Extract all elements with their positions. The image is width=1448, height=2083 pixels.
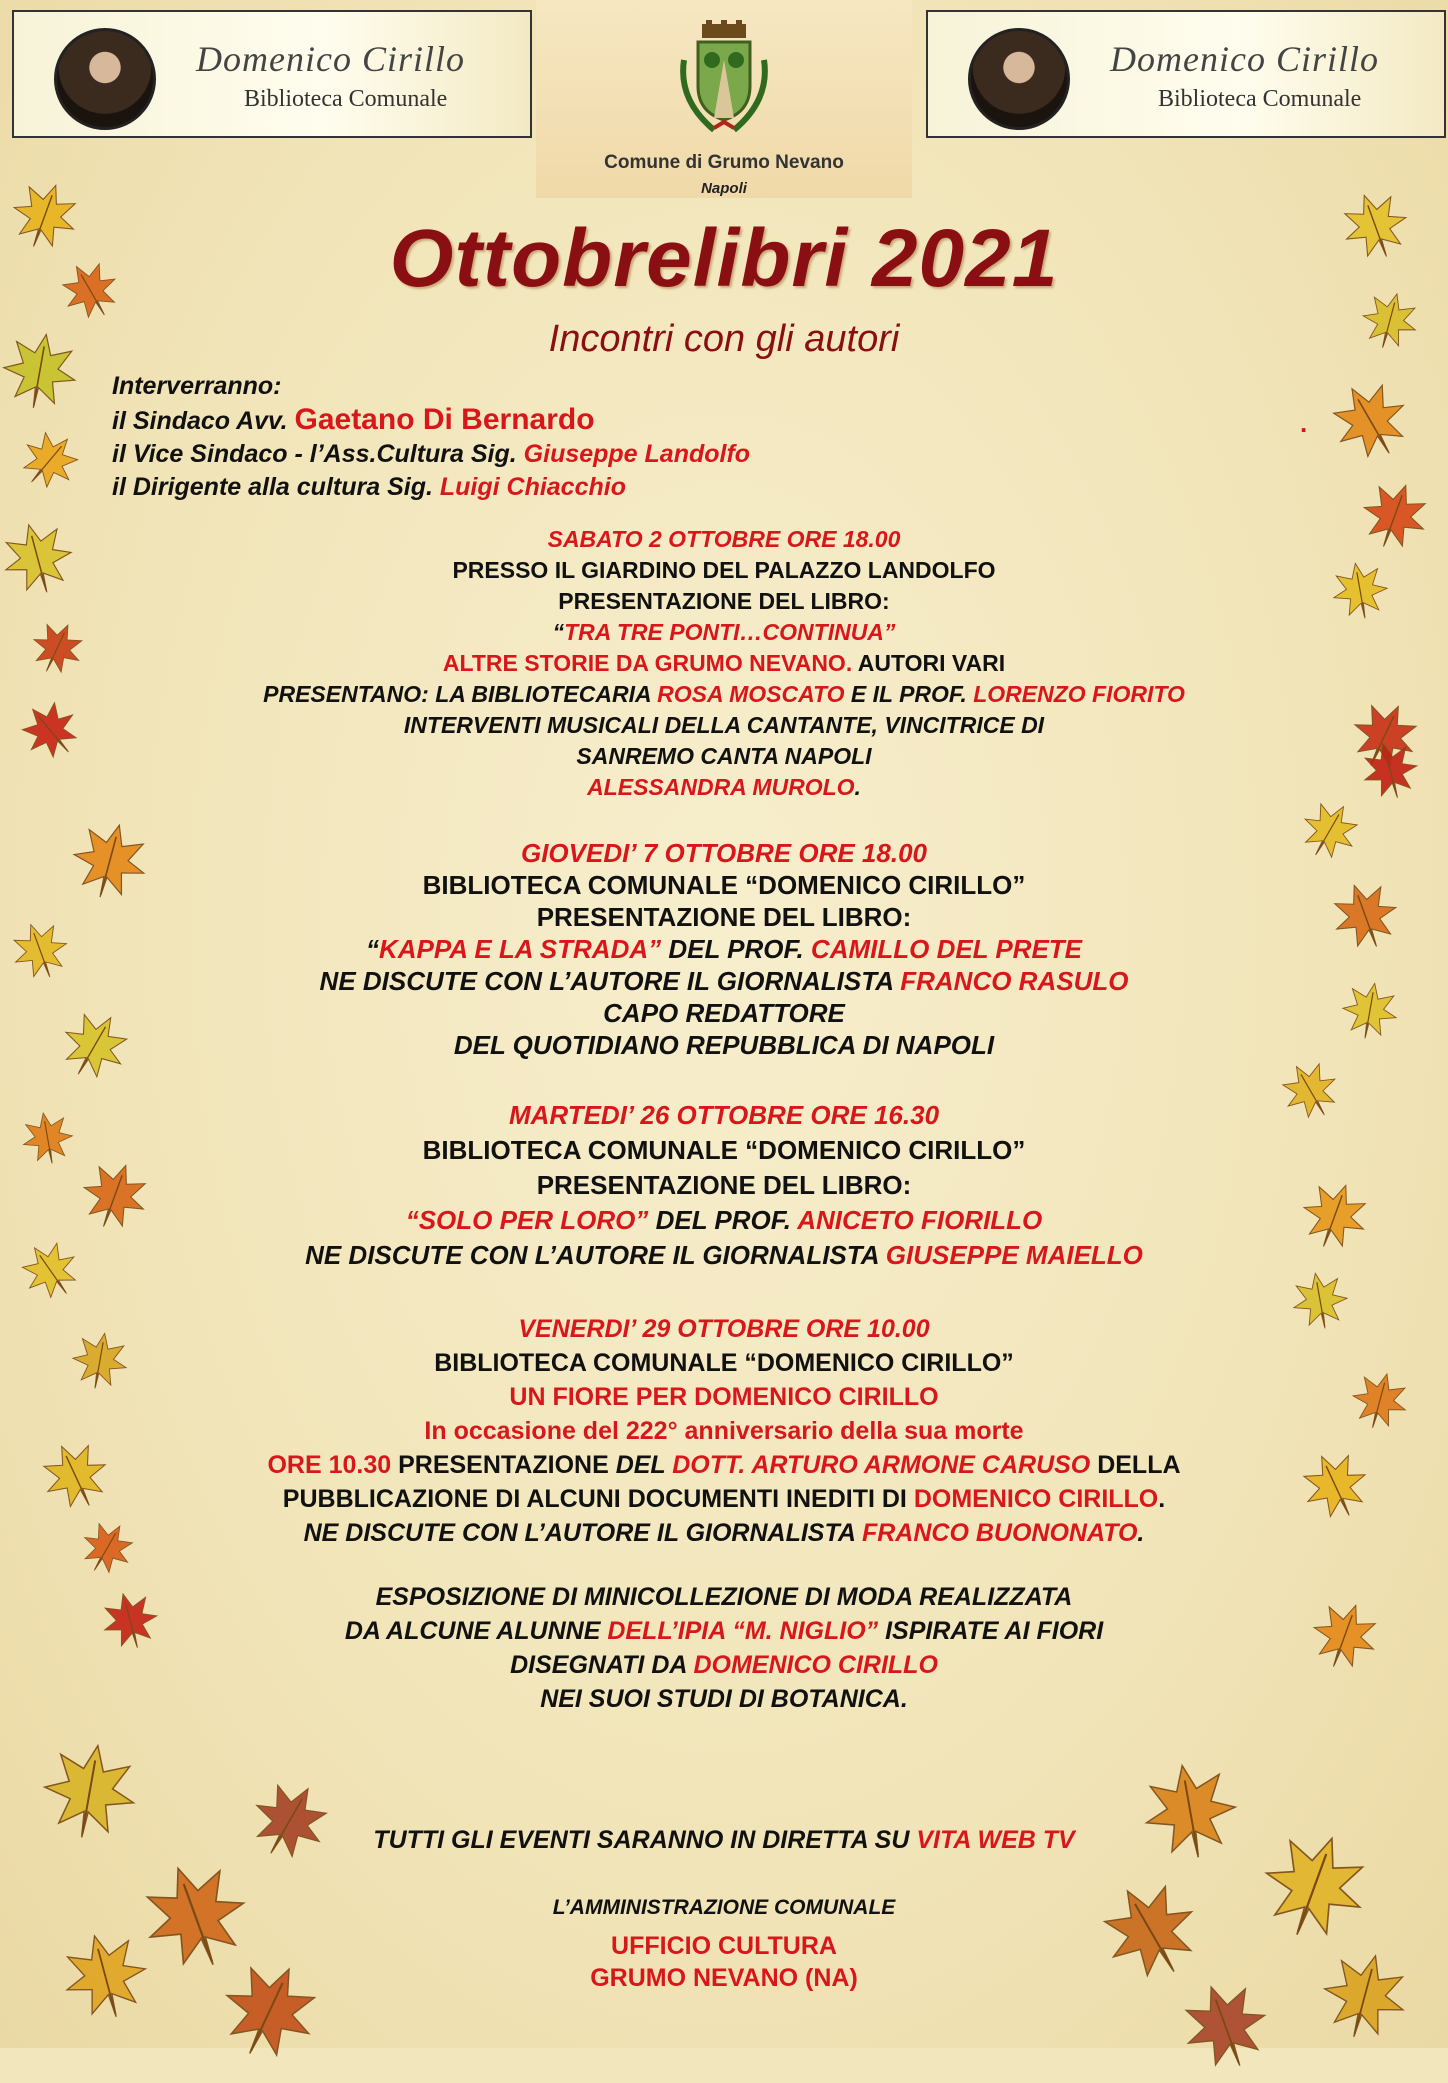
coat-of-arms-icon xyxy=(676,20,772,140)
speaker-name: Luigi Chiacchio xyxy=(439,473,626,501)
office-block xyxy=(0,1930,1448,1994)
presenter-name: ROSA MOSCATO xyxy=(657,681,845,707)
presenters-label: PRESENTANO: LA BIBLIOTECARIA xyxy=(263,681,658,707)
exhibition-line: NEI SUOI STUDI DI BOTANICA. xyxy=(540,1685,908,1713)
book-title: “SOLO PER LORO” xyxy=(405,1205,649,1235)
speakers-list xyxy=(112,370,750,504)
speaker-name: Gaetano Di Bernardo xyxy=(294,403,595,436)
presenter-name: LORENZO FIORITO xyxy=(973,681,1185,707)
event-music: INTERVENTI MUSICALI DELLA CANTANTE, VINCITRICE DI xyxy=(403,712,1045,738)
live-notice xyxy=(0,1826,1448,1855)
autumn-leaf-icon xyxy=(1315,365,1424,474)
book-title: KAPPA E LA STRADA” xyxy=(378,934,662,964)
event-date: MARTEDI’ 26 OTTOBRE ORE 16.30 xyxy=(508,1100,940,1130)
punctuation: . xyxy=(1158,1485,1166,1513)
event-place: PRESSO IL GIARDINO DEL PALAZZO LANDOLFO xyxy=(452,557,996,583)
quote-mark: “ xyxy=(552,619,565,645)
event-book xyxy=(0,617,1448,648)
quote-mark: “ xyxy=(365,934,379,964)
event-place: BIBLIOTECA COMUNALE “DOMENICO CIRILLO” xyxy=(422,1135,1026,1165)
town-name: GRUMO NEVANO (NA) xyxy=(590,1964,858,1992)
discussion-label: NE DISCUTE CON L’AUTORE IL GIORNALISTA xyxy=(319,966,901,996)
exhibition-text: DISEGNATI DA xyxy=(510,1651,694,1679)
event-date: SABATO 2 OTTOBRE ORE 18.00 xyxy=(547,526,901,552)
speaker-vice-mayor xyxy=(112,438,750,471)
event-presentation: PRESENTAZIONE DEL LIBRO: xyxy=(536,902,912,932)
poster-title: Ottobrelibri 2021 xyxy=(389,213,1059,304)
speaker-role: il Dirigente alla cultura Sig. xyxy=(112,473,440,501)
journalist-name: FRANCO RASULO xyxy=(900,966,1129,996)
poster-subtitle: Incontri con gli autori xyxy=(548,318,900,360)
punctuation: . xyxy=(854,774,861,800)
library-banner-left xyxy=(12,10,532,138)
event-name: UN FIORE PER DOMENICO CIRILLO xyxy=(509,1383,939,1411)
municipality-city: Napoli xyxy=(701,180,747,197)
punctuation: . xyxy=(1137,1519,1145,1547)
live-text: TUTTI GLI EVENTI SARANNO IN DIRETTA SU xyxy=(373,1826,917,1854)
event-music-contest: SANREMO CANTA NAPOLI xyxy=(576,743,872,769)
exhibition-text: ISPIRATE AI FIORI xyxy=(878,1617,1104,1645)
event-place: BIBLIOTECA COMUNALE “DOMENICO CIRILLO” xyxy=(422,870,1026,900)
author-name: DOTT. ARTURO ARMONE CARUSO xyxy=(672,1451,1091,1479)
autumn-leaf-icon xyxy=(8,418,93,503)
joiner: DELLA xyxy=(1090,1451,1181,1479)
journalist-newspaper: DEL QUOTIDIANO REPUBBLICA DI NAPOLI xyxy=(453,1030,995,1060)
banner-title: Domenico Cirillo xyxy=(1110,39,1379,79)
event-oct-2 xyxy=(0,524,1448,803)
discussion-label: NE DISCUTE CON L’AUTORE IL GIORNALISTA xyxy=(303,1519,862,1547)
event-presentation: PRESENTAZIONE DEL LIBRO: xyxy=(558,588,890,614)
event-singer xyxy=(0,772,1448,803)
event-place: BIBLIOTECA COMUNALE “DOMENICO CIRILLO” xyxy=(434,1349,1014,1377)
banner-subtitle: Biblioteca Comunale xyxy=(1158,86,1362,112)
event-presenters xyxy=(0,679,1448,710)
event-occasion: In occasione del 222° anniversario della sua morte xyxy=(424,1417,1024,1445)
school-name: DELL’IPIA “M. NIGLIO” xyxy=(607,1617,879,1645)
journalist-name: FRANCO BUONONATO xyxy=(861,1519,1138,1547)
library-banner-right xyxy=(926,10,1446,138)
presenters-joiner: E IL PROF. xyxy=(844,681,974,707)
author-label: DEL PROF. xyxy=(648,1205,798,1235)
speakers-intro: Interverranno: xyxy=(112,372,282,400)
autumn-leaf-icon xyxy=(235,1765,344,1874)
presentation-label: PRESENTAZIONE xyxy=(391,1451,616,1479)
event-presentation: PRESENTAZIONE DEL LIBRO: xyxy=(536,1170,912,1200)
speaker-mayor xyxy=(112,403,750,438)
book-authors: AUTORI VARI xyxy=(852,650,1006,676)
event-time: ORE 10.30 xyxy=(267,1451,392,1479)
banner-subtitle: Biblioteca Comunale xyxy=(244,86,448,112)
author-name: CAMILLO DEL PRETE xyxy=(810,934,1083,964)
discussion-label: NE DISCUTE CON L’AUTORE IL GIORNALISTA xyxy=(305,1240,886,1270)
exhibition-line: ESPOSIZIONE DI MINICOLLEZIONE DI MODA REALIZZATA xyxy=(375,1583,1073,1611)
person-name: DOMENICO CIRILLO xyxy=(913,1485,1159,1513)
event-discussion xyxy=(0,965,1448,997)
event-book xyxy=(0,1203,1448,1238)
author-name: ANICETO FIORILLO xyxy=(797,1205,1043,1235)
live-channel: VITA WEB TV xyxy=(916,1826,1075,1854)
stray-dot: . xyxy=(1300,408,1308,438)
portrait-icon xyxy=(968,28,1070,130)
event-date: GIOVEDI’ 7 OTTOBRE ORE 18.00 xyxy=(520,838,927,868)
speaker-director xyxy=(112,471,750,504)
municipality-emblem xyxy=(536,0,912,198)
speaker-name: Giuseppe Landolfo xyxy=(523,440,751,468)
event-oct-26 xyxy=(0,1098,1448,1273)
event-discussion xyxy=(0,1516,1448,1550)
event-date: VENERDI’ 29 OTTOBRE ORE 10.00 xyxy=(518,1315,930,1343)
event-book-subtitle xyxy=(0,648,1448,679)
person-name: DOMENICO CIRILLO xyxy=(693,1651,938,1679)
journalist-name: GIUSEPPE MAIELLO xyxy=(885,1240,1143,1270)
event-presentation xyxy=(0,1448,1448,1482)
author-label: DEL xyxy=(615,1451,673,1479)
banner-title: Domenico Cirillo xyxy=(196,39,465,79)
author-label: DEL PROF. xyxy=(661,934,811,964)
speaker-role: il Sindaco Avv. xyxy=(112,407,295,435)
exhibition-line xyxy=(0,1648,1448,1682)
exhibition-line xyxy=(0,1614,1448,1648)
book-subtitle: ALTRE STORIE DA GRUMO NEVANO. xyxy=(442,650,853,676)
portrait-icon xyxy=(54,28,156,130)
event-oct-29 xyxy=(0,1312,1448,1550)
event-book xyxy=(0,933,1448,965)
speaker-role: il Vice Sindaco - l’Ass.Cultura Sig. xyxy=(112,440,524,468)
singer-name: ALESSANDRA MUROLO xyxy=(587,774,855,800)
administration: L’AMMINISTRAZIONE COMUNALE xyxy=(552,1896,896,1919)
exhibition-text: DA ALCUNE ALUNNE xyxy=(344,1617,608,1645)
culture-office: UFFICIO CULTURA xyxy=(611,1932,837,1960)
event-discussion xyxy=(0,1238,1448,1273)
municipality-name: Comune di Grumo Nevano xyxy=(604,152,844,173)
event-oct-7 xyxy=(0,837,1448,1061)
publication-label: PUBBLICAZIONE DI ALCUNI DOCUMENTI INEDITI DI xyxy=(282,1485,914,1513)
journalist-role: CAPO REDATTORE xyxy=(603,998,845,1028)
book-title: TRA TRE PONTI…CONTINUA” xyxy=(564,619,896,645)
event-publication xyxy=(0,1482,1448,1516)
fashion-exhibition xyxy=(0,1580,1448,1716)
